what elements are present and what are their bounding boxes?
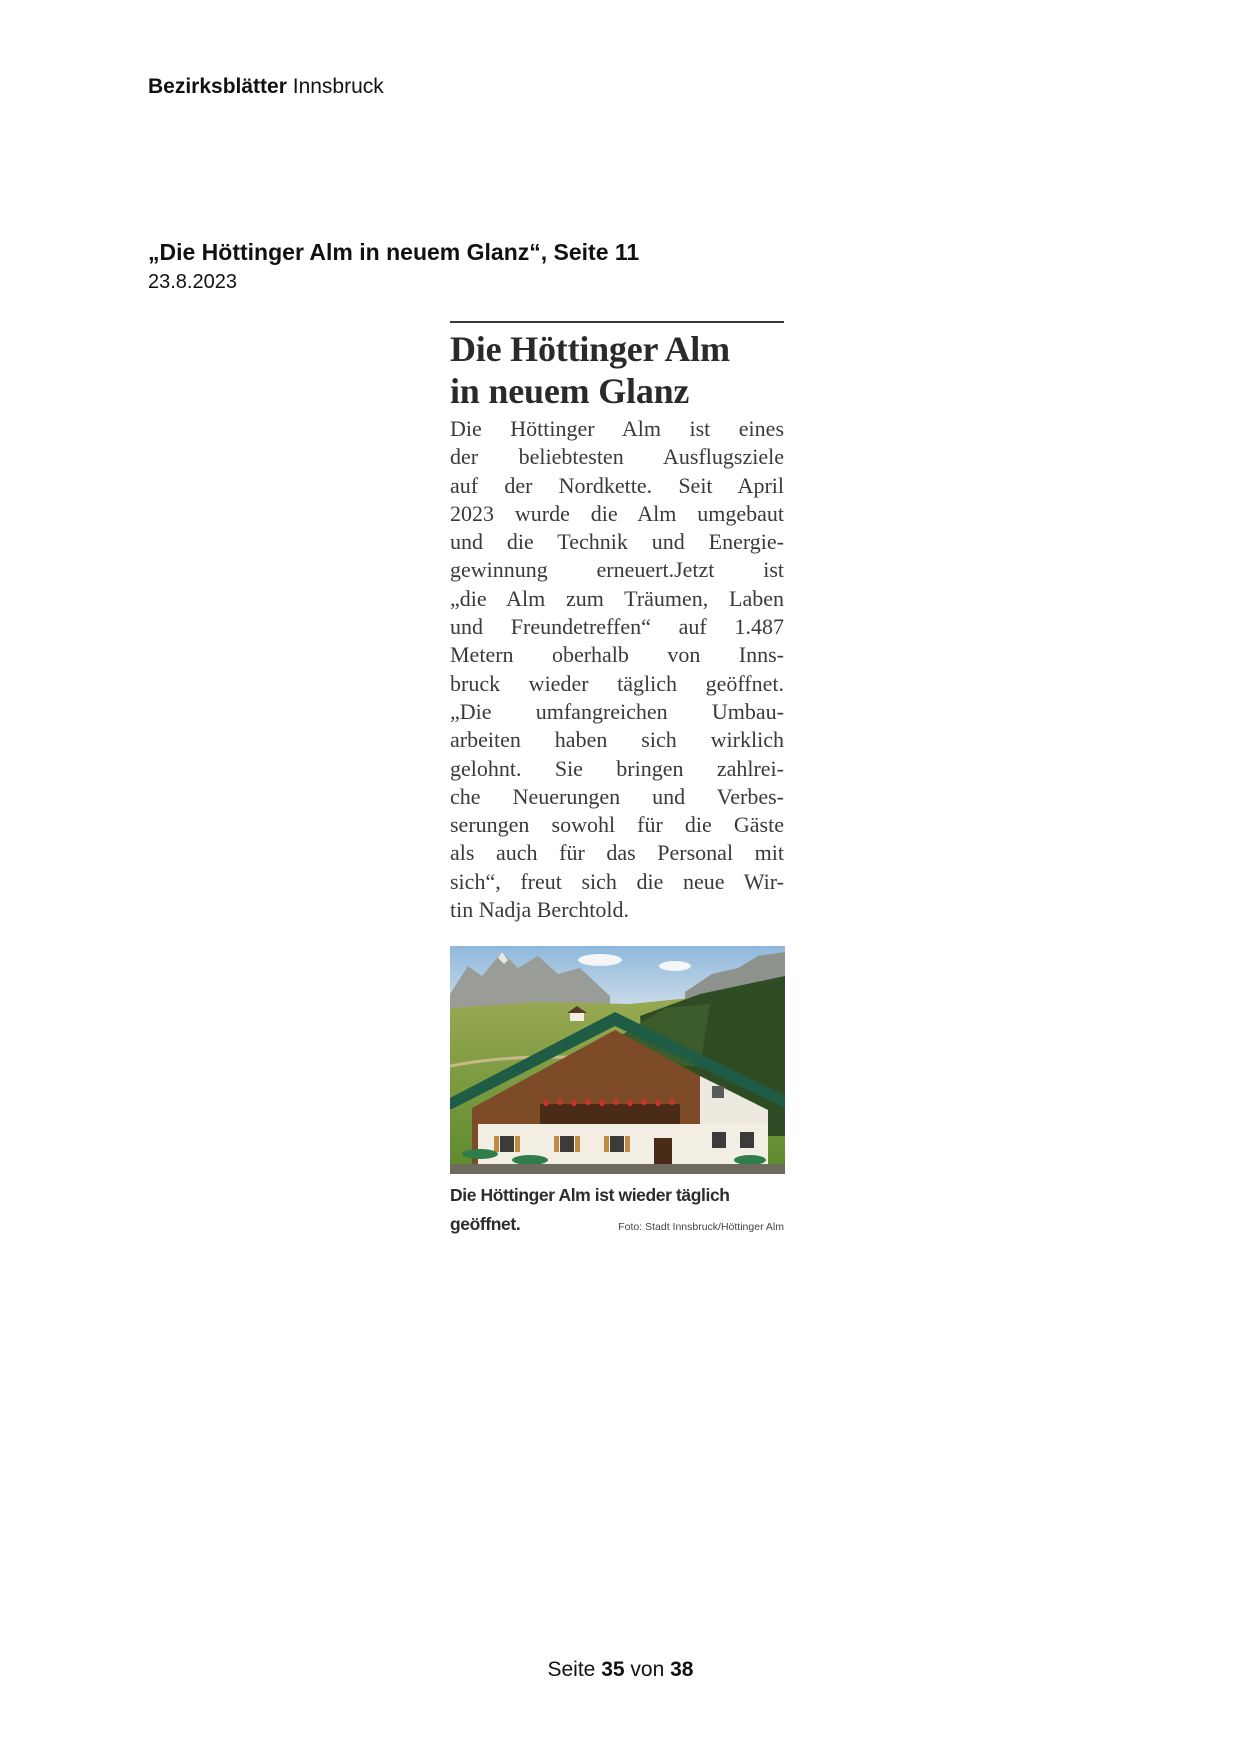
body-line: Metern oberhalb von Inns- — [450, 642, 784, 668]
body-line: gewinnung erneuert.Jetzt ist — [450, 557, 784, 583]
clipping-headline — [450, 328, 784, 412]
headline-line: Die Höttinger Alm — [450, 329, 730, 369]
page-of-label: von — [630, 1658, 665, 1681]
body-line: Die Höttinger Alm ist eines — [450, 416, 784, 441]
body-line: der beliebtesten Ausflugsziele — [450, 444, 784, 470]
body-line: „die Alm zum Träumen, Laben — [450, 585, 784, 611]
cloud — [578, 954, 622, 966]
terrace — [450, 1164, 785, 1174]
article-title: „Die Höttinger Alm in neuem Glanz“, Seite 11 — [148, 239, 640, 265]
page-number — [0, 1657, 1241, 1683]
page-total: 38 — [670, 1658, 694, 1681]
body-line: sich“, freut sich die neue Wir- — [450, 868, 784, 894]
body-line: bruck wieder täglich geöffnet. — [450, 670, 784, 696]
body-line: und Freundetreffen“ auf 1.487 — [450, 614, 784, 640]
headline-line: in neuem Glanz — [450, 371, 690, 411]
body-line: als auch für das Personal mit — [450, 840, 784, 866]
body-line: 2023 wurde die Alm umgebaut — [450, 500, 784, 526]
photo-credit: Foto: Stadt Innsbruck/Höttinger Alm — [618, 1221, 784, 1234]
balcony — [540, 1104, 680, 1124]
publication-header — [148, 74, 384, 100]
body-line: serungen sowohl für die Gäste — [450, 812, 784, 838]
publication-name: Bezirksblätter — [148, 75, 287, 98]
caption-line — [450, 1181, 784, 1210]
body-line: tin Nadja Berchtold. — [450, 897, 630, 923]
photo-caption — [450, 1181, 784, 1242]
body-line: und die Technik und Energie- — [450, 529, 784, 555]
body-line: arbeiten haben sich wirklich — [450, 727, 784, 753]
alm-hut-photo — [450, 946, 785, 1174]
distant-hut — [570, 1012, 584, 1021]
caption-line — [450, 1210, 784, 1242]
page-current: 35 — [601, 1658, 625, 1681]
cloud — [659, 961, 691, 971]
newspaper-clipping — [450, 321, 784, 1242]
publication-region: Innsbruck — [292, 75, 384, 98]
caption-text: geöffnet. — [450, 1214, 521, 1235]
article-date: 23.8.2023 — [148, 271, 237, 293]
body-line: gelohnt. Sie bringen zahlrei- — [450, 755, 784, 781]
body-line: auf der Nordkette. Seit April — [450, 472, 784, 498]
body-line: „Die umfangreichen Umbau- — [450, 698, 784, 724]
clipping-top-rule — [450, 321, 784, 323]
page-label: Seite — [547, 1658, 596, 1681]
caption-text: Die Höttinger Alm ist wieder täglich — [450, 1185, 730, 1206]
clipping-body-text — [450, 415, 784, 924]
body-line: che Neuerungen und Verbes- — [450, 783, 784, 809]
